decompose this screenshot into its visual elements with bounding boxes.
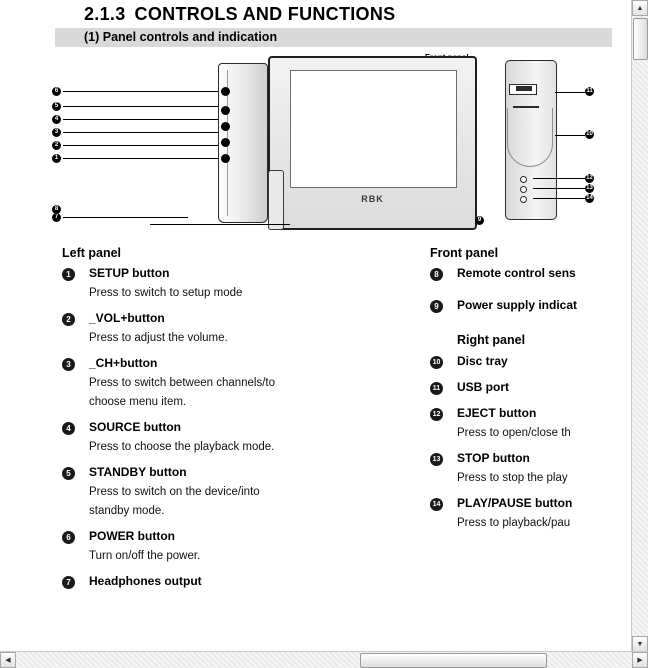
list-item bbox=[62, 311, 412, 347]
list-item bbox=[62, 529, 412, 565]
page-title bbox=[84, 4, 395, 25]
item-number-13: 13 bbox=[430, 453, 443, 466]
left-panel-column bbox=[62, 246, 412, 593]
leader-line-6 bbox=[63, 91, 218, 92]
leader-line-1 bbox=[63, 158, 218, 159]
list-item bbox=[430, 496, 631, 532]
vertical-scrollbar-trough[interactable] bbox=[632, 16, 648, 636]
list-item bbox=[62, 420, 412, 456]
list-item bbox=[62, 356, 412, 411]
device-figure bbox=[55, 50, 615, 232]
figure-dot-e bbox=[221, 154, 230, 163]
device-stop-button-graphic bbox=[520, 186, 527, 193]
device-play-button-graphic bbox=[520, 196, 527, 203]
horizontal-scrollbar[interactable] bbox=[0, 651, 648, 668]
device-eject-button-graphic bbox=[520, 176, 527, 183]
item-desc-5a: Press to switch on the device/into bbox=[89, 486, 260, 498]
leader-line-12 bbox=[533, 178, 585, 179]
figure-dot-c bbox=[221, 122, 230, 131]
item-label-14: PLAY/PAUSE button bbox=[457, 496, 573, 510]
list-item bbox=[430, 354, 631, 369]
figure-dot-d bbox=[221, 138, 230, 147]
vertical-scrollbar-thumb[interactable] bbox=[633, 18, 648, 60]
item-label-12: EJECT button bbox=[457, 406, 537, 420]
device-brand-label: RBK bbox=[361, 194, 384, 204]
figure-callout-13: 13 bbox=[586, 185, 593, 191]
right-subsection-title: Right panel bbox=[457, 333, 526, 347]
figure-dot-a bbox=[221, 87, 230, 96]
vertical-scrollbar[interactable] bbox=[631, 0, 648, 652]
item-label-13: STOP button bbox=[457, 451, 530, 465]
item-label-2: _VOL+button bbox=[89, 311, 165, 325]
figure-callout-9: 9 bbox=[475, 216, 484, 225]
figure-callout-14: 14 bbox=[586, 195, 593, 201]
scroll-left-icon[interactable]: ◀ bbox=[0, 652, 16, 668]
item-number-10: 10 bbox=[430, 356, 443, 369]
list-item bbox=[430, 451, 631, 487]
device-usb-slot-inner bbox=[516, 86, 532, 91]
device-disc-arc bbox=[507, 108, 553, 167]
list-item bbox=[430, 298, 631, 313]
figure-callout-10: 10 bbox=[586, 131, 593, 137]
right-panel-column bbox=[430, 246, 631, 541]
item-desc-3a: Press to switch between channels/to bbox=[89, 377, 276, 389]
figure-callout-12: 12 bbox=[586, 175, 593, 181]
item-desc-12: Press to open/close th bbox=[457, 427, 571, 439]
item-desc-13: Press to stop the play bbox=[457, 472, 568, 484]
item-number-6: 6 bbox=[62, 531, 75, 544]
column-spacer bbox=[430, 317, 631, 333]
item-number-5: 5 bbox=[62, 467, 75, 480]
subsection-bar bbox=[55, 28, 612, 47]
scroll-right-icon[interactable]: ▶ bbox=[632, 652, 648, 668]
item-number-3: 3 bbox=[62, 358, 75, 371]
item-label-4: SOURCE button bbox=[89, 420, 181, 434]
section-number: 2.1.3 bbox=[84, 4, 126, 24]
figure-callout-1: 1 bbox=[52, 154, 61, 163]
figure-callout-5: 5 bbox=[52, 102, 61, 111]
device-main-body bbox=[268, 56, 477, 230]
item-number-8: 8 bbox=[430, 268, 443, 281]
scroll-down-icon[interactable]: ▼ bbox=[632, 636, 648, 652]
item-label-3: _CH+button bbox=[89, 356, 158, 370]
item-label-5: STANDBY button bbox=[89, 465, 187, 479]
figure-callout-7: 7 bbox=[52, 213, 61, 222]
leader-line-13 bbox=[533, 188, 585, 189]
figure-callout-8: 8 bbox=[52, 205, 61, 214]
item-number-7: 7 bbox=[62, 576, 75, 589]
horizontal-scrollbar-thumb[interactable] bbox=[360, 653, 547, 668]
item-number-14: 14 bbox=[430, 498, 443, 511]
figure-callout-2: 2 bbox=[52, 141, 61, 150]
item-label-10: Disc tray bbox=[457, 354, 508, 368]
subsection-title: (1) Panel controls and indication bbox=[84, 30, 278, 44]
leader-line-5 bbox=[63, 106, 218, 107]
leader-line-10 bbox=[555, 135, 585, 136]
section-title: CONTROLS AND FUNCTIONS bbox=[134, 4, 396, 24]
item-desc-4: Press to choose the playback mode. bbox=[89, 441, 275, 453]
item-desc-6: Turn on/off the power. bbox=[89, 550, 201, 562]
item-label-8: Remote control sens bbox=[457, 266, 576, 280]
item-label-9: Power supply indicat bbox=[457, 298, 578, 312]
item-label-1: SETUP button bbox=[89, 266, 170, 280]
leader-line-3 bbox=[63, 132, 218, 133]
leader-line-7b bbox=[150, 224, 290, 225]
device-screen bbox=[290, 70, 457, 188]
leader-line-2 bbox=[63, 145, 218, 146]
figure-dot-b bbox=[221, 106, 230, 115]
item-number-12: 12 bbox=[430, 408, 443, 421]
device-grip bbox=[268, 170, 284, 230]
item-label-6: POWER button bbox=[89, 529, 175, 543]
list-item bbox=[62, 465, 412, 520]
item-number-1: 1 bbox=[62, 268, 75, 281]
leader-line-4 bbox=[63, 119, 218, 120]
scroll-up-icon[interactable]: ▲ bbox=[632, 0, 648, 16]
right-column-title: Front panel bbox=[430, 246, 499, 260]
list-item bbox=[430, 380, 631, 395]
item-desc-1: Press to switch to setup mode bbox=[89, 287, 243, 299]
figure-callout-3: 3 bbox=[52, 128, 61, 137]
list-item bbox=[62, 266, 412, 302]
figure-callout-11: 11 bbox=[586, 88, 593, 94]
item-number-11: 11 bbox=[430, 382, 443, 395]
list-item bbox=[62, 574, 412, 589]
item-number-9: 9 bbox=[430, 300, 443, 313]
item-desc-5b: standby mode. bbox=[89, 505, 165, 517]
left-column-title: Left panel bbox=[62, 246, 122, 260]
list-item bbox=[430, 266, 631, 281]
item-desc-2: Press to adjust the volume. bbox=[89, 332, 228, 344]
item-label-11: USB port bbox=[457, 380, 509, 394]
item-number-4: 4 bbox=[62, 422, 75, 435]
item-desc-14: Press to playback/pau bbox=[457, 517, 571, 529]
leader-line-11 bbox=[555, 92, 585, 93]
leader-line-7 bbox=[63, 217, 188, 218]
list-item bbox=[430, 406, 631, 442]
figure-callout-4: 4 bbox=[52, 115, 61, 124]
item-number-2: 2 bbox=[62, 313, 75, 326]
leader-line-14 bbox=[533, 198, 585, 199]
item-label-7: Headphones output bbox=[89, 574, 202, 588]
item-desc-3b: choose menu item. bbox=[89, 396, 187, 408]
figure-callout-6: 6 bbox=[52, 87, 61, 96]
